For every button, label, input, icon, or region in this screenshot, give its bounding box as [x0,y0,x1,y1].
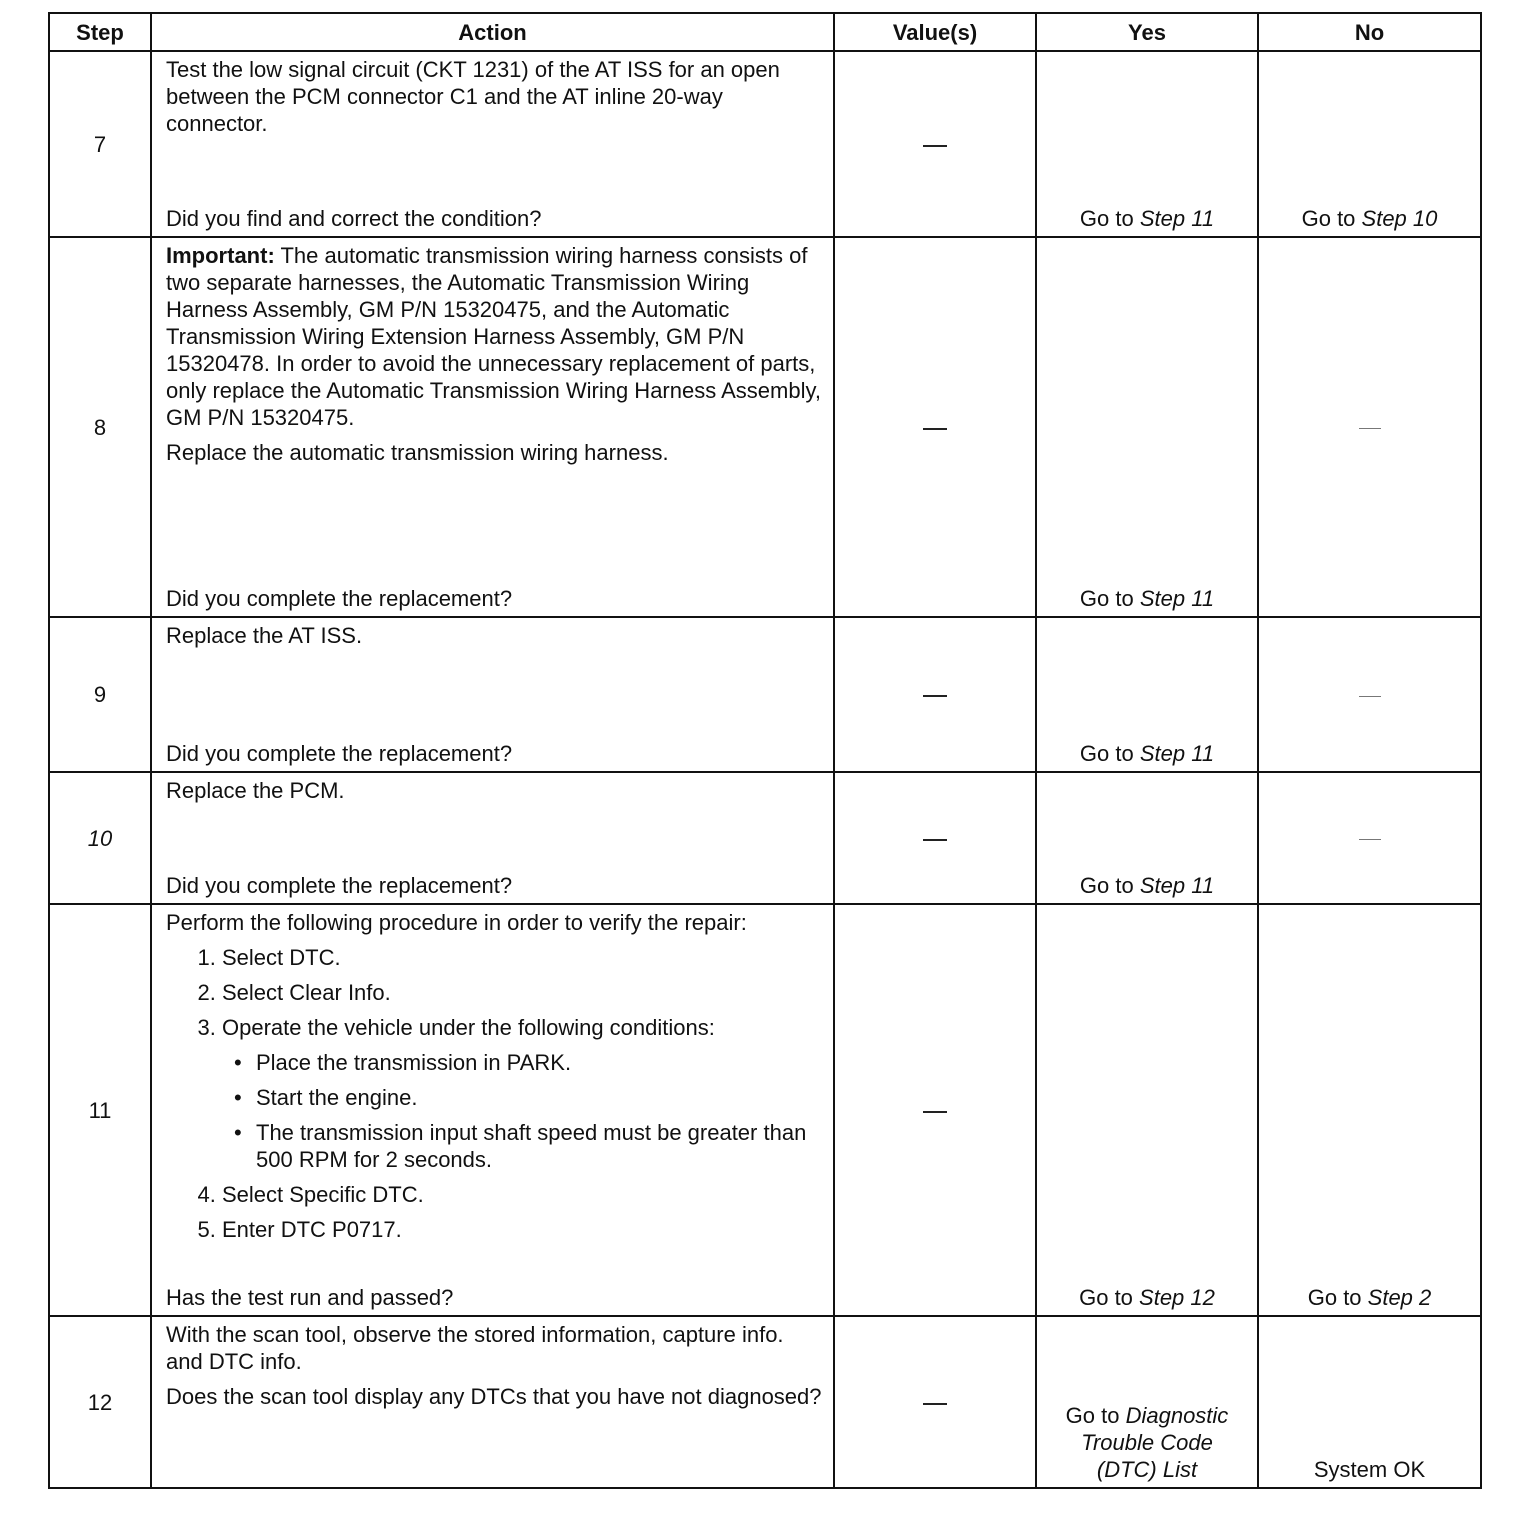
yes-step-ref: Step 11 [1139,586,1215,611]
dash-mark [1359,696,1381,697]
bullet-item: • Place the transmission in PARK. [256,1049,825,1076]
yes-cell [1036,617,1258,772]
list-item: 2. Select Clear Info. [222,979,825,1006]
action-text: With the scan tool, observe the stored information, capture info. and DTC info. [166,1322,784,1374]
yes-cell [1036,772,1258,904]
dash-mark [923,428,947,430]
no-cell [1258,617,1481,772]
step-number: 7 [49,51,151,237]
table-row-step-10 [49,772,1481,904]
action-question: Has the test run and passed? [166,1285,454,1310]
yes-step-ref: Step 11 [1139,873,1215,898]
step-number: 12 [49,1316,151,1488]
yes-cell [1036,51,1258,237]
no-cell [1258,904,1481,1316]
bullet-item: • Start the engine. [256,1084,825,1111]
header-step: Step [49,13,151,51]
list-item: 5. Enter DTC P0717. [222,1216,825,1243]
header-action: Action [151,13,834,51]
table-row-step-11 [49,904,1481,1316]
yes-step-ref: Step 12 [1139,1285,1215,1310]
action-question: Does the scan tool display any DTCs that you have not diagnosed? [166,1384,822,1409]
dash-mark [923,1403,947,1405]
yes-prefix: Go to [1079,206,1140,231]
header-no: No [1258,13,1481,51]
yes-prefix: Go to [1065,1403,1126,1428]
important-note [166,242,825,431]
header-row [49,13,1481,51]
action-question: Did you complete the replacement? [166,873,513,898]
action-text: Test the low signal circuit (CKT 1231) of the AT ISS for an open between the PCM connector C1 and the AT inline 20-way connector. [166,57,780,136]
table-row-step-9 [49,617,1481,772]
value-cell [834,51,1036,237]
action-cell [151,51,834,237]
dash-mark [1359,428,1381,429]
value-cell [834,237,1036,617]
header-values: Value(s) [834,13,1036,51]
list-item-text: Operate the vehicle under the following conditions: [222,1015,715,1040]
action-cell [151,237,834,617]
list-item: 4. Select Specific DTC. [222,1181,825,1208]
no-prefix: Go to [1301,206,1362,231]
yes-prefix: Go to [1079,741,1140,766]
action-text: Replace the automatic transmission wiring harness. [166,440,669,465]
procedure-list [166,944,825,1251]
value-cell [834,904,1036,1316]
action-cell [151,772,834,904]
dash-mark [923,839,947,841]
condition-list [222,1049,825,1173]
no-cell: System OK [1258,1316,1481,1488]
value-cell [834,772,1036,904]
value-cell [834,617,1036,772]
action-text: Replace the PCM. [166,778,345,803]
yes-prefix: Go to [1079,1285,1140,1310]
no-step-ref: Step 2 [1367,1285,1432,1310]
action-question: Did you find and correct the condition? [166,206,542,231]
step-number: 10 [49,772,151,904]
list-item: 1. Select DTC. [222,944,825,971]
list-item [222,1014,825,1173]
action-question: Did you complete the replacement? [166,586,513,611]
no-cell [1258,51,1481,237]
table-row-step-12 [49,1316,1481,1488]
action-cell [151,904,834,1316]
table-row-step-7 [49,51,1481,237]
diagnostic-table [48,12,1482,1489]
dash-mark [923,695,947,697]
no-cell [1258,237,1481,617]
dash-mark [923,1111,947,1113]
important-label: Important: [166,243,275,268]
important-text: The automatic transmission wiring harness consists of two separate harnesses, the Automatic Transmission Wiring Harness Assembly, GM P/N 15320475, and the Automatic Transmission Wiring Extension Harness Assembly, GM P/N 15320478. In order to avoid the unnecessary replacement of parts, only replace the Automatic Transmission Wiring Harness Assembly, GM P/N 15320475. [166,243,821,430]
step-number: 8 [49,237,151,617]
table-row-step-8 [49,237,1481,617]
yes-dtc-list-ref: Diagnostic Trouble Code (DTC) List [1081,1403,1229,1482]
yes-cell [1036,1316,1258,1488]
no-prefix: Go to [1307,1285,1368,1310]
value-cell [834,1316,1036,1488]
header-yes: Yes [1036,13,1258,51]
no-cell [1258,772,1481,904]
yes-cell [1036,237,1258,617]
step-number: 9 [49,617,151,772]
action-cell [151,1316,834,1488]
yes-prefix: Go to [1079,586,1140,611]
dash-mark [1359,839,1381,840]
action-text: Perform the following procedure in order to verify the repair: [166,910,747,935]
no-step-ref: Step 10 [1361,206,1438,231]
action-cell [151,617,834,772]
yes-step-ref: Step 11 [1139,206,1215,231]
step-number: 11 [49,904,151,1316]
yes-step-ref: Step 11 [1139,741,1215,766]
dash-mark [923,145,947,147]
action-text: Replace the AT ISS. [166,623,363,648]
yes-cell [1036,904,1258,1316]
action-question: Did you complete the replacement? [166,741,513,766]
bullet-item: • The transmission input shaft speed must be greater than 500 RPM for 2 seconds. [256,1119,825,1173]
yes-prefix: Go to [1079,873,1140,898]
